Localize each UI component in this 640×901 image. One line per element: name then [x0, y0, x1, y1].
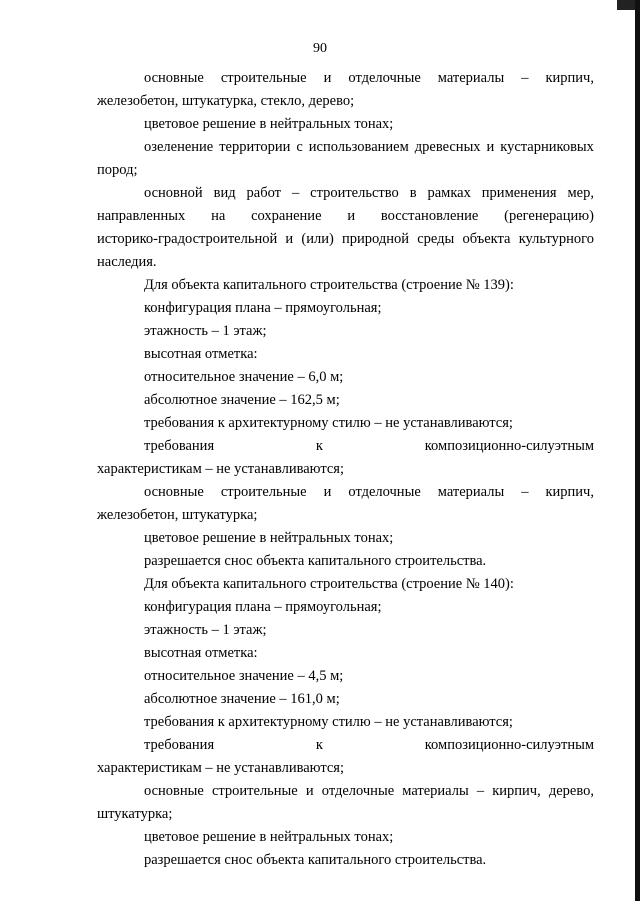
- scan-corner-mark: [617, 0, 635, 10]
- scan-edge-shadow: [635, 0, 640, 901]
- o140-absolute: абсолютное значение – 161,0 м;: [144, 691, 340, 707]
- word: на: [211, 208, 226, 224]
- word: строительство: [310, 185, 399, 201]
- word: восстановление: [380, 208, 479, 224]
- word: кирпич,: [545, 70, 594, 86]
- word: к: [315, 737, 323, 753]
- o140-relative: относительное значение – 4,5 м;: [144, 668, 344, 684]
- o139-color: цветовое решение в нейтральных тонах;: [144, 530, 394, 546]
- word: и: [486, 139, 495, 155]
- o139-materials-line-1: [144, 483, 594, 501]
- o140-floors: этажность – 1 этаж;: [144, 622, 267, 638]
- word: строительные: [211, 783, 298, 799]
- page-number: 90: [313, 41, 327, 56]
- word: композиционно-силуэтным: [424, 438, 594, 454]
- word: кирпич,: [545, 484, 594, 500]
- word: сохранение: [251, 208, 322, 224]
- word: отделочные: [321, 783, 395, 799]
- word: вид: [213, 185, 236, 201]
- word: озеленение: [144, 139, 214, 155]
- word: и: [323, 484, 332, 500]
- o140-config: конфигурация плана – прямоугольная;: [144, 599, 382, 615]
- o139-absolute: абсолютное значение – 162,5 м;: [144, 392, 340, 408]
- word: и: [285, 231, 294, 247]
- word: к: [315, 438, 323, 454]
- word: природной: [342, 231, 410, 247]
- word: с: [296, 139, 303, 155]
- word: и: [305, 783, 314, 799]
- word: кустарниковых: [500, 139, 594, 155]
- p4-line-1: [144, 184, 594, 202]
- word: материалы: [437, 70, 505, 86]
- o140-composition-line-1: [144, 736, 594, 754]
- o140-style: требования к архитектурному стилю – не устанавливаются;: [144, 714, 513, 730]
- p1-line-1: [144, 69, 594, 87]
- o140-color: цветовое решение в нейтральных тонах;: [144, 829, 394, 845]
- word: основной: [144, 185, 203, 201]
- word: материалы: [402, 783, 469, 799]
- o139-materials-line-2: железобетон, штукатурка;: [97, 507, 258, 523]
- p4-line-4: наследия.: [97, 254, 157, 270]
- word: требования: [144, 438, 215, 454]
- word: объекта: [462, 231, 511, 247]
- word: требования: [144, 737, 215, 753]
- o139-config: конфигурация плана – прямоугольная;: [144, 300, 382, 316]
- o140-materials-line-1: [144, 782, 594, 800]
- word: историко-градостроительной: [97, 231, 278, 247]
- word: –: [476, 783, 485, 799]
- word: мер,: [567, 185, 594, 201]
- p3-line-2: пород;: [97, 162, 138, 178]
- word: основные: [144, 484, 204, 500]
- word: в: [409, 185, 417, 201]
- o140-composition-line-2: характеристикам – не устанавливаются;: [97, 760, 344, 776]
- word: работ: [246, 185, 282, 201]
- word: культурного: [518, 231, 594, 247]
- word: отделочные: [348, 70, 421, 86]
- word: строительные: [220, 70, 307, 86]
- word: (или): [301, 231, 334, 247]
- p4-line-3: [97, 230, 594, 248]
- word: строительные: [220, 484, 307, 500]
- word: дерево,: [548, 783, 594, 799]
- o139-floors: этажность – 1 этаж;: [144, 323, 267, 339]
- o140-height-mark: высотная отметка:: [144, 645, 258, 661]
- word: и: [347, 208, 356, 224]
- word: (регенерацию): [504, 208, 594, 224]
- paragraph-color-solution: цветовое решение в нейтральных тонах;: [144, 116, 394, 132]
- o140-heading: Для объекта капитального строительства (строение № 140):: [144, 576, 514, 592]
- word: территории: [219, 139, 291, 155]
- o139-demolition: разрешается снос объекта капитального строительства.: [144, 553, 487, 569]
- word: –: [291, 185, 300, 201]
- word: древесных: [414, 139, 481, 155]
- o140-materials-line-2: штукатурка;: [97, 806, 173, 822]
- word: кирпич,: [492, 783, 541, 799]
- word: и: [323, 70, 332, 86]
- word: –: [521, 70, 529, 86]
- word: –: [521, 484, 529, 500]
- o139-composition-line-2: характеристикам – не устанавливаются;: [97, 461, 344, 477]
- word: использованием: [308, 139, 409, 155]
- o139-style: требования к архитектурному стилю – не устанавливаются;: [144, 415, 513, 431]
- word: основные: [144, 70, 204, 86]
- word: рамках: [427, 185, 471, 201]
- word: применения: [481, 185, 557, 201]
- word: отделочные: [348, 484, 421, 500]
- o139-relative: относительное значение – 6,0 м;: [144, 369, 344, 385]
- o139-heading: Для объекта капитального строительства (строение № 139):: [144, 277, 514, 293]
- o140-demolition: разрешается снос объекта капитального строительства.: [144, 852, 487, 868]
- o139-composition-line-1: [144, 437, 594, 455]
- word: основные: [144, 783, 204, 799]
- p1-line-2: железобетон, штукатурка, стекло, дерево;: [97, 93, 355, 109]
- o139-height-mark: высотная отметка:: [144, 346, 258, 362]
- p4-line-2: [97, 207, 594, 225]
- word: направленных: [97, 208, 186, 224]
- word: композиционно-силуэтным: [424, 737, 594, 753]
- word: материалы: [437, 484, 505, 500]
- p3-line-1: [144, 138, 594, 156]
- word: среды: [417, 231, 455, 247]
